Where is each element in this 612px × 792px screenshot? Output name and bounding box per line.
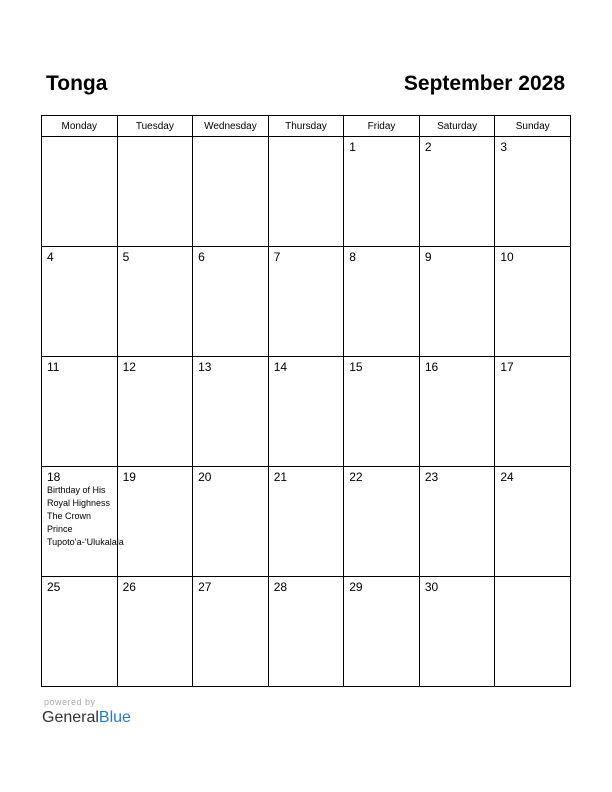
- day-number: [269, 137, 344, 140]
- day-cell: [495, 247, 571, 357]
- holiday-label: Birthday of His Royal Highness The Crown Prince Tupoto’a-‘Ulukalala: [47, 485, 124, 547]
- powered-by-label: powered by: [44, 697, 96, 707]
- weekday-header: Tuesday: [117, 116, 193, 137]
- day-number: [42, 137, 117, 140]
- day-cell: [344, 467, 420, 577]
- day-cell: [344, 357, 420, 467]
- day-cell: [268, 137, 344, 247]
- day-number: 5: [122, 250, 130, 264]
- day-cell: [268, 247, 344, 357]
- day-number: 20: [198, 470, 212, 484]
- weekday-header: Thursday: [268, 116, 344, 137]
- day-number: 28: [273, 580, 288, 594]
- day-cell: [193, 357, 269, 467]
- day-cell: [193, 137, 269, 247]
- day-cell: [193, 577, 269, 687]
- day-number: 29: [349, 580, 363, 594]
- day-cell: [495, 577, 571, 687]
- day-number: 17: [500, 360, 514, 374]
- month-year-title: September 2028: [403, 72, 565, 95]
- weekday-header: Monday: [42, 116, 118, 137]
- weekday-header: Wednesday: [193, 116, 269, 137]
- day-number: 30: [424, 580, 439, 594]
- day-number: 15: [349, 360, 363, 374]
- day-number: 27: [198, 580, 212, 594]
- day-cell: [268, 467, 344, 577]
- day-number: 18: [47, 470, 61, 484]
- day-cell: [42, 577, 118, 687]
- day-number: 3: [500, 140, 508, 154]
- day-cell: [419, 137, 495, 247]
- day-number: 8: [349, 250, 356, 264]
- day-cell: [117, 357, 193, 467]
- day-cell: [344, 577, 420, 687]
- day-cell: [419, 357, 495, 467]
- day-number: [193, 137, 268, 140]
- week-row: [42, 467, 571, 577]
- day-number: 25: [47, 580, 61, 594]
- day-cell: [495, 467, 571, 577]
- calendar-grid: [41, 115, 571, 687]
- day-number: 11: [47, 360, 60, 374]
- day-number: [118, 137, 193, 140]
- day-number: 7: [273, 250, 281, 264]
- day-cell: [42, 247, 118, 357]
- weekday-header: Friday: [344, 116, 420, 137]
- day-number: 1: [349, 140, 356, 154]
- day-number: 12: [122, 360, 136, 374]
- day-cell: [42, 137, 118, 247]
- day-number: 16: [424, 360, 439, 374]
- country-title: Tonga: [46, 72, 108, 95]
- weekday-header: Saturday: [419, 116, 495, 137]
- day-number: 6: [198, 250, 205, 264]
- brand-general-text: General: [42, 709, 99, 726]
- day-cell: [495, 357, 571, 467]
- generalblue-logo[interactable]: [42, 708, 131, 728]
- day-number: 19: [122, 470, 136, 484]
- week-row: [42, 247, 571, 357]
- day-cell: [344, 137, 420, 247]
- day-cell: [495, 137, 571, 247]
- day-cell: [268, 357, 344, 467]
- weekday-header-row: [42, 116, 571, 137]
- day-number: 24: [500, 470, 514, 484]
- day-number: 9: [424, 250, 432, 264]
- day-cell: [193, 467, 269, 577]
- week-row: [42, 357, 571, 467]
- day-cell: [117, 577, 193, 687]
- day-number: 13: [198, 360, 212, 374]
- day-number: 21: [273, 470, 288, 484]
- day-cell: [117, 247, 193, 357]
- day-number: 26: [122, 580, 136, 594]
- day-number: [495, 577, 570, 580]
- day-number: 22: [349, 470, 363, 484]
- weekday-header: Sunday: [495, 116, 571, 137]
- day-cell: [419, 577, 495, 687]
- week-row: [42, 137, 571, 247]
- day-number: 10: [500, 250, 514, 264]
- day-cell: [344, 247, 420, 357]
- day-cell: [117, 467, 193, 577]
- day-number: 14: [273, 360, 288, 374]
- day-number: 4: [47, 250, 54, 264]
- day-number: 2: [424, 140, 432, 154]
- day-cell: [193, 247, 269, 357]
- brand-blue-text: Blue: [98, 709, 131, 726]
- day-cell: [117, 137, 193, 247]
- day-number: 23: [424, 470, 439, 484]
- day-cell: [42, 467, 124, 577]
- day-cell: [42, 357, 118, 467]
- day-cell: [419, 467, 495, 577]
- day-cell: [419, 247, 495, 357]
- week-row: [42, 577, 571, 687]
- day-cell: [268, 577, 344, 687]
